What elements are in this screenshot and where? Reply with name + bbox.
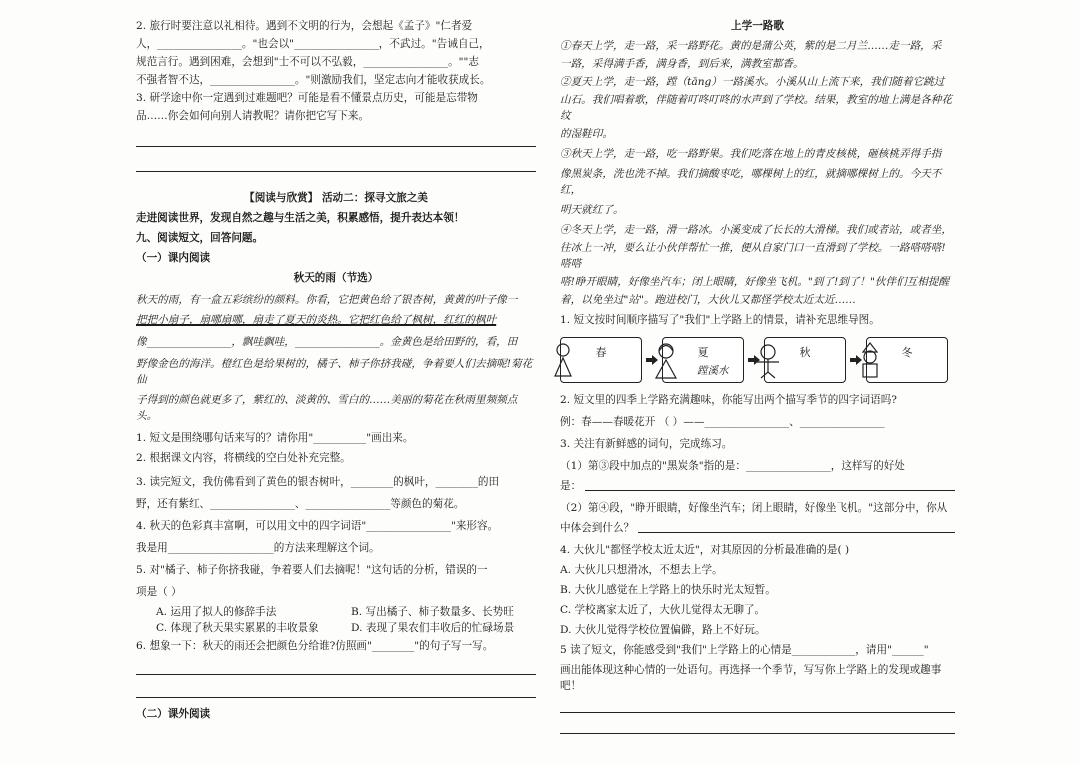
q3-part-2: （2）第④段，"睁开眼睛，好像坐汽车；闭上眼睛，好像坐飞机。"这部分中，你从 — [560, 502, 948, 514]
answer-line — [136, 697, 536, 698]
q3-part-2-cont: 中体会到什么？ — [560, 522, 635, 534]
passage-line-3: 像________________，飘哇飘哇，________________。金黄色是给田野的，看，田 — [136, 336, 518, 348]
season-box-autumn[interactable] — [764, 337, 846, 383]
mind-map — [560, 334, 955, 386]
q4-option-a[interactable]: A. 大伙儿只想滑冰，不想去上学。 — [560, 564, 723, 576]
reading-q6: 6. 想象一下：秋天的雨还会把颜色分给谁?仿照画"________"的句子写一写。 — [136, 640, 494, 652]
q3-line-1: 3. 研学途中你一定遇到过难题吧？可能是看不懂景点历史，可能是忘带物 — [136, 92, 478, 104]
left-column — [136, 18, 536, 722]
para4-line-1: ④冬天上学，走一路，滑一路冰。小溪变成了长长的大滑梯。我们或者站，或者坐， — [560, 224, 952, 236]
option-c[interactable]: C. 体现了秋天果实累累的丰收景象 — [156, 622, 319, 634]
q3-part-1-answer-row — [560, 478, 955, 494]
section-header: 【阅读与欣赏】 活动二：探寻文旅之美 — [244, 192, 428, 204]
option-a[interactable]: A. 运用了拟人的修辞手法 — [156, 606, 277, 618]
reading-q3-line-1: 3. 读完短文，我仿佛看到了黄色的银杏树叶，________的枫叶，________的田 — [136, 476, 500, 488]
q2-line-1: 2. 旅行时要注意以礼相待。遇到不文明的行为，会想起《孟子》"仁者爱 — [136, 20, 473, 32]
option-d[interactable]: D. 表现了果农们丰收后的忙碌场景 — [351, 622, 515, 634]
season-box-spring[interactable] — [560, 337, 642, 383]
passage-line-2: 把把小扇子，扇哪扇哪，扇走了夏天的炎热。它把红色给了枫树，红红的枫叶 — [136, 314, 497, 326]
answer-line — [136, 171, 536, 172]
reading-q3-line-2: 野，还有紫红、________________、________________等颜色的菊花。 — [136, 498, 465, 510]
passage2-q2: 2. 短文里的四季上学路充满趣味，你能写出两个描写季节的四字词语吗? — [560, 394, 897, 406]
season-label-summer: 夏 — [697, 346, 709, 359]
season-box-summer[interactable] — [662, 337, 744, 383]
para2-line-2: 山石。我们唱着歌，伴随着叮咚叮咚的水声到了学校。结果，教室的地上满是各种花纹 — [560, 94, 952, 122]
para4-line-3: 嗒!睁开眼睛，好像坐汽车；闭上眼睛，好像坐飞机。"到了!到了！"伙伴们互相提醒 — [560, 276, 950, 288]
answer-line — [560, 712, 955, 713]
reading-q4-line-1: 4. 秋天的色彩真丰富啊，可以用文中的四字词语"________________"来形容。 — [136, 520, 499, 532]
q3-part-1-cont: 是： — [560, 480, 582, 492]
answer-line — [638, 532, 955, 533]
season-label-spring: 春 — [595, 346, 607, 359]
para3-line-2: 像黑炭条，洗也洗不掉。我们摘酸枣吃，哪棵树上的红，就摘哪棵树上的。今天不红， — [560, 168, 942, 196]
answer-line — [585, 490, 955, 491]
season-label-autumn: 秋 — [799, 346, 811, 359]
season-label-winter: 冬 — [901, 346, 913, 359]
q3-part-2-answer-row — [560, 520, 955, 536]
passage2-q1: 1. 短文按时间顺序描写了"我们"上学路上的情景，请补充思维导图。 — [560, 314, 880, 326]
reading-q4-line-2: 我是用____________________的方法来理解这个词。 — [136, 542, 380, 554]
passage-line-5: 子得到的颜色就更多了，紫红的、淡黄的、雪白的……美丽的菊花在秋雨里频频点头。 — [136, 394, 518, 422]
para4-line-2: 往冰上一冲，要么让小伙伴帮忙一推，便从自家门口一直滑到了学校。一路嗒嗒嗒!嗒嗒 — [560, 242, 946, 270]
part-2-heading: （二）课外阅读 — [136, 708, 211, 720]
passage2-q5-line-2: 画出能体现这种心情的一处语句。再选择一个季节，写写你上学路上的发现或趣事吧！ — [560, 664, 942, 692]
answer-line — [560, 733, 955, 734]
option-b[interactable]: B. 写出橘子、柿子数量多、长势旺 — [351, 606, 514, 618]
para1-line-1: ①春天上学，走一路，采一路野花。黄的是蒲公英，紫的是二月兰……走一路，采 — [560, 40, 942, 52]
q3-line-2: 品……你会如何向别人请教呢？请你把它写下来。 — [136, 110, 370, 122]
para3-line-1: ③秋天上学，走一路，吃一路野果。我们吃落在地上的青皮核桃，砸核桃弄得手指 — [560, 148, 942, 160]
reading-q1: 1. 短文是围绕哪句话来写的？请你用"__________"画出来。 — [136, 432, 414, 444]
passage2-q3: 3. 关注有新鲜感的词句，完成练习。 — [560, 438, 733, 450]
reading-q5-line-1: 5. 对"橘子、柿子你挤我碰，争着要人们去摘呢！"这句话的分析，错误的一 — [136, 564, 488, 576]
q9-heading: 九、阅读短文，回答问题。 — [136, 232, 264, 244]
section-intro: 走进阅读世界，发现自然之趣与生活之美，积累感悟，提升表达本领！ — [136, 212, 465, 224]
passage2-q5-line-1: 5 读了短文，你能感受到"我们"上学路上的心情是____________，请用"______" — [560, 644, 929, 656]
para1-line-2: 一路，采得满手香，满身香，到后来，满教室都香。 — [560, 58, 804, 70]
q2-line-4: 不强者智不达，________________。"则激励我们，坚定志向才能收获成长。 — [136, 74, 491, 86]
q3-part-1: （1）第③段中加点的"黑炭条"指的是：________________，这样写的好处 — [560, 460, 905, 472]
q2-line-2: 人，________________。"也会以"________________，不武过。"告诫自己， — [136, 38, 490, 50]
passage2-title: 上学一路歌 — [731, 20, 784, 32]
part-1-heading: （一）课内阅读 — [136, 252, 211, 264]
q2-line-3: 规范言行。遇到困难，会想到"士不可以不弘毅，________________。""志 — [136, 56, 480, 68]
para2-line-3: 的湿鞋印。 — [560, 128, 613, 140]
q4-option-c[interactable]: C. 学校离家太近了，大伙儿觉得太无聊了。 — [560, 604, 766, 616]
passage-line-4: 野像金色的海洋。橙红色是给果树的，橘子、柿子你挤我碰，争着要人们去摘呢!菊花仙 — [136, 358, 533, 386]
passage2-q4: 4. 大伙儿"都怪学校太近太近"，对其原因的分析最准确的是( ) — [560, 544, 850, 556]
answer-line — [136, 674, 536, 675]
q4-option-d[interactable]: D. 大伙儿觉得学校位置偏僻，路上不好玩。 — [560, 624, 766, 636]
summer-answer: 蹚溪水 — [697, 365, 729, 377]
para4-line-4: 着，以免坐过"站"。跑进校门，大伙儿又都怪学校太近太近…… — [560, 294, 856, 306]
reading-q2: 2. 根据课文内容，将横线的空白处补充完整。 — [136, 452, 351, 464]
answer-line — [136, 146, 536, 147]
passage-title: 秋天的雨（节选） — [293, 272, 379, 284]
passage-line-1: 秋天的雨，有一盒五彩缤纷的颜料。你看，它把黄色给了银杏树，黄黄的叶子像一 — [136, 294, 518, 306]
q4-option-b[interactable]: B. 大伙儿感觉在上学路上的快乐时光太短暂。 — [560, 584, 776, 596]
para2-line-1: ②夏天上学，走一路，蹚（tāng）一路溪水。小溪从山上流下来，我们随着它跳过 — [560, 76, 945, 88]
right-column — [560, 18, 955, 734]
season-box-winter[interactable] — [866, 337, 948, 383]
reading-q5-line-2: 项是（ ） — [136, 586, 182, 598]
para3-line-3: 明天就红了。 — [560, 204, 624, 216]
q5-options — [136, 604, 536, 636]
q2-example: 例：春——春暖花开 （ ）——________________、________________ — [560, 416, 885, 428]
